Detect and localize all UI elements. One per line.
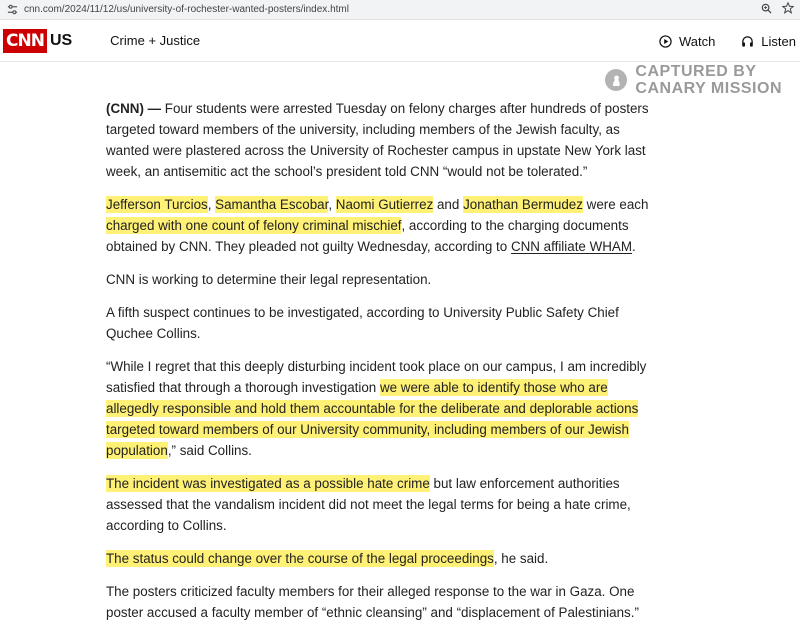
highlight-name-4: Jonathan Bermudez <box>463 197 583 212</box>
paragraph-2 <box>106 194 662 257</box>
paragraph-2-end: . <box>632 239 636 254</box>
highlight-name-1: Jefferson Turcios <box>106 197 208 212</box>
watermark-line-2: CANARY MISSION <box>635 80 782 97</box>
zoom-icon[interactable] <box>761 3 772 17</box>
highlight-status: The status could change over the course of the legal proceedings <box>106 551 494 566</box>
paragraph-3: CNN is working to determine their legal representation. <box>106 272 432 287</box>
paragraph-8: The posters criticized faculty members for their alleged response to the war in Gaza. One poster accused a faculty member of “ethnic cleansing” and “displacement of Palestinians.” <box>106 584 639 620</box>
watermark-text <box>635 63 782 97</box>
paragraph-2-sep-3: and <box>433 197 464 212</box>
edition-label: US <box>49 31 73 49</box>
paragraph-2-sep-2: , <box>328 197 336 212</box>
highlight-quote: we were able to identify those who are allegedly responsible and hold them accountable for the deliberate and deplorable actions targeted toward members of our University community, including members of our Jewish population <box>106 380 639 458</box>
cnn-logo-link[interactable] <box>3 29 72 53</box>
section-link-crime-justice[interactable]: Crime + Justice <box>110 33 201 48</box>
paragraph-2-text-1: were each <box>582 197 649 212</box>
paragraph-2-sep-1: , <box>207 197 216 212</box>
paragraph-5-text-1: “While I regret that this deeply disturbing incident took place on our campus, I am incredibly satisfied that through a thorough investigation <box>106 359 647 395</box>
highlight-hate-crime: The incident was investigated as a possible hate crime <box>106 476 430 491</box>
play-icon <box>659 35 672 48</box>
paragraph-1-text: Four students were arrested Tuesday on felony charges after hundreds of posters targeted toward members of the university, including members of the Jewish faculty, as wanted were plastered across the University of Rochester campus in upstate New York last week, an antisemitic act the school’s president told CNN “would not be tolerated.” <box>106 101 649 179</box>
browser-address-bar <box>0 0 800 20</box>
paragraph-6-text: but law enforcement authorities assessed that the vandalism incident did not meet the legal terms for being a hate crime, according to Collins. <box>106 476 631 533</box>
article-body <box>106 98 662 630</box>
dateline: (CNN) — <box>106 101 162 116</box>
highlight-name-3: Naomi Gutierrez <box>335 197 434 212</box>
highlight-name-2: Samantha Escobar <box>215 197 329 212</box>
paragraph-5-text-2: ,” said Collins. <box>167 443 252 458</box>
watermark-line-1: CAPTURED BY <box>635 63 757 80</box>
listen-button[interactable] <box>741 34 796 49</box>
paragraph-5 <box>106 356 662 461</box>
canary-bird-icon <box>605 69 627 91</box>
listen-label: Listen <box>761 33 796 49</box>
site-header <box>0 20 800 62</box>
highlight-charge: charged with one count of felony criminal mischief <box>106 218 402 233</box>
bookmark-star-icon[interactable] <box>782 2 794 17</box>
link-cnn-affiliate-wham[interactable]: CNN affiliate WHAM <box>510 239 632 254</box>
site-settings-icon[interactable] <box>6 4 18 16</box>
cnn-logo: CNN <box>3 29 47 53</box>
watch-label: Watch <box>678 33 716 49</box>
paragraph-7 <box>106 548 662 569</box>
paragraph-2-text-2: , according to the charging documents obtained by CNN. They pleaded not guilty Wednesday, according to <box>106 218 629 254</box>
paragraph-6 <box>106 473 662 536</box>
paragraph-7-text: , he said. <box>493 551 549 566</box>
watch-button[interactable] <box>659 34 715 49</box>
paragraph-1 <box>106 98 662 182</box>
canary-mission-watermark <box>605 63 782 97</box>
headphones-icon <box>741 35 754 48</box>
paragraph-4: A fifth suspect continues to be investigated, according to University Public Safety Chief Quchee Collins. <box>106 305 619 341</box>
url-field[interactable]: cnn.com/2024/11/12/us/university-of-rochester-wanted-posters/index.html <box>24 4 349 15</box>
